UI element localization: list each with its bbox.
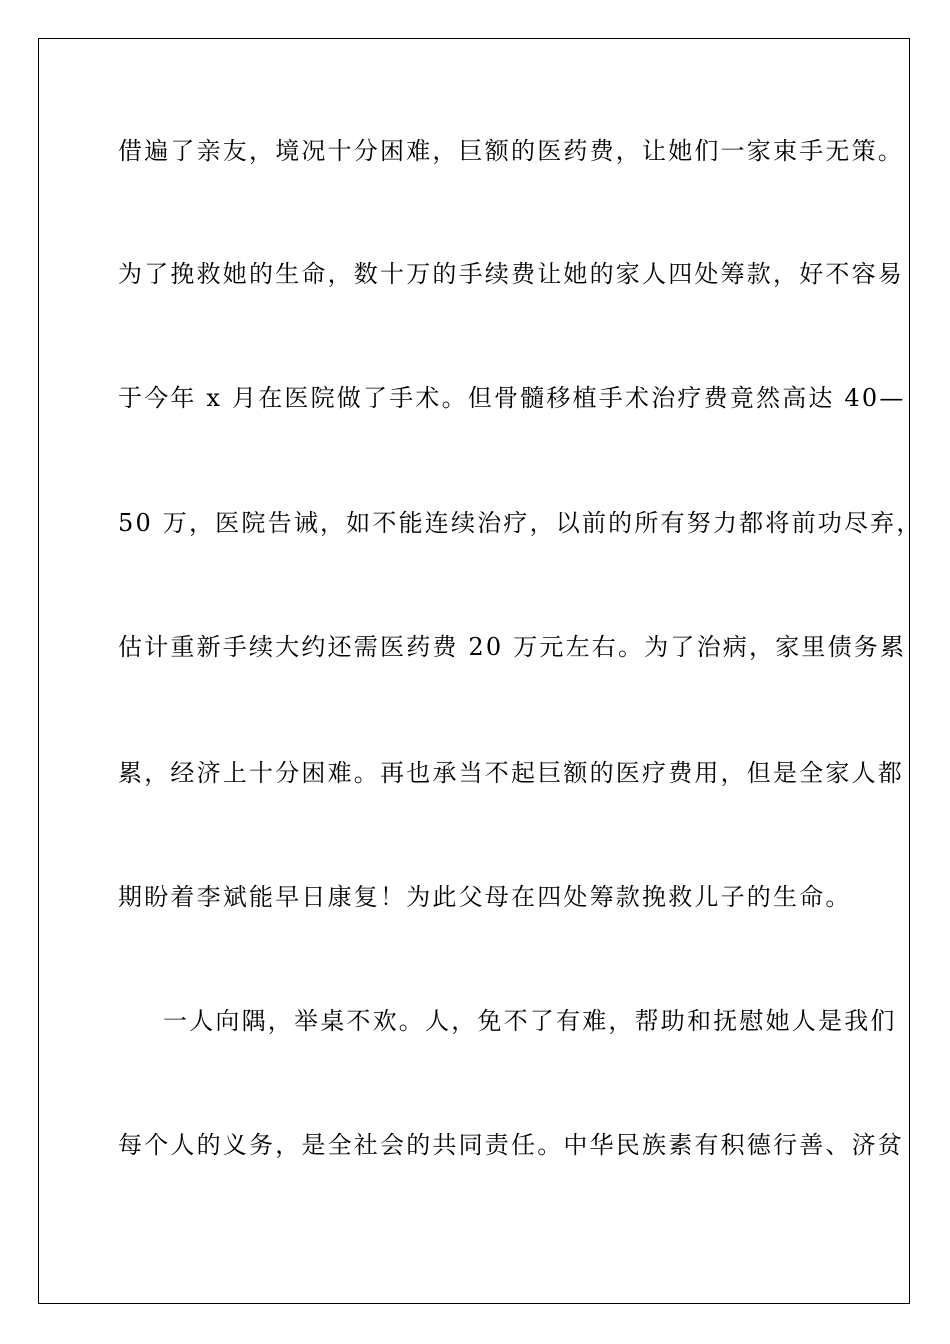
text-line: 期盼着李斌能早日康复！为此父母在四处筹款挽救儿子的生命。 xyxy=(118,883,852,911)
text-line: 累，经济上十分困难。再也承当不起巨额的医疗费用，但是全家人都 xyxy=(118,759,904,787)
text-line: 借遍了亲友，境况十分困难，巨额的医药费，让她们一家束手无策。 xyxy=(118,137,904,165)
text-line: 每个人的义务，是全社会的共同责任。中华民族素有积德行善、济贫 xyxy=(118,1131,904,1159)
paragraph-first-line: 一人向隅，举桌不欢。人，免不了有难，帮助和抚慰她人是我们 xyxy=(163,1007,897,1035)
page-border xyxy=(38,38,910,1304)
text-line: 50 万，医院告诫，如不能连续治疗，以前的所有努力都将前功尽弃， xyxy=(118,509,923,537)
text-line: 为了挽救她的生命，数十万的手续费让她的家人四处筹款，好不容易 xyxy=(118,260,904,288)
text-line: 估计重新手续大约还需医药费 20 万元左右。为了治病，家里债务累 xyxy=(118,633,907,661)
text-line: 于今年 x 月在医院做了手术。但骨髓移植手术治疗费竟然高达 40— xyxy=(118,384,906,412)
